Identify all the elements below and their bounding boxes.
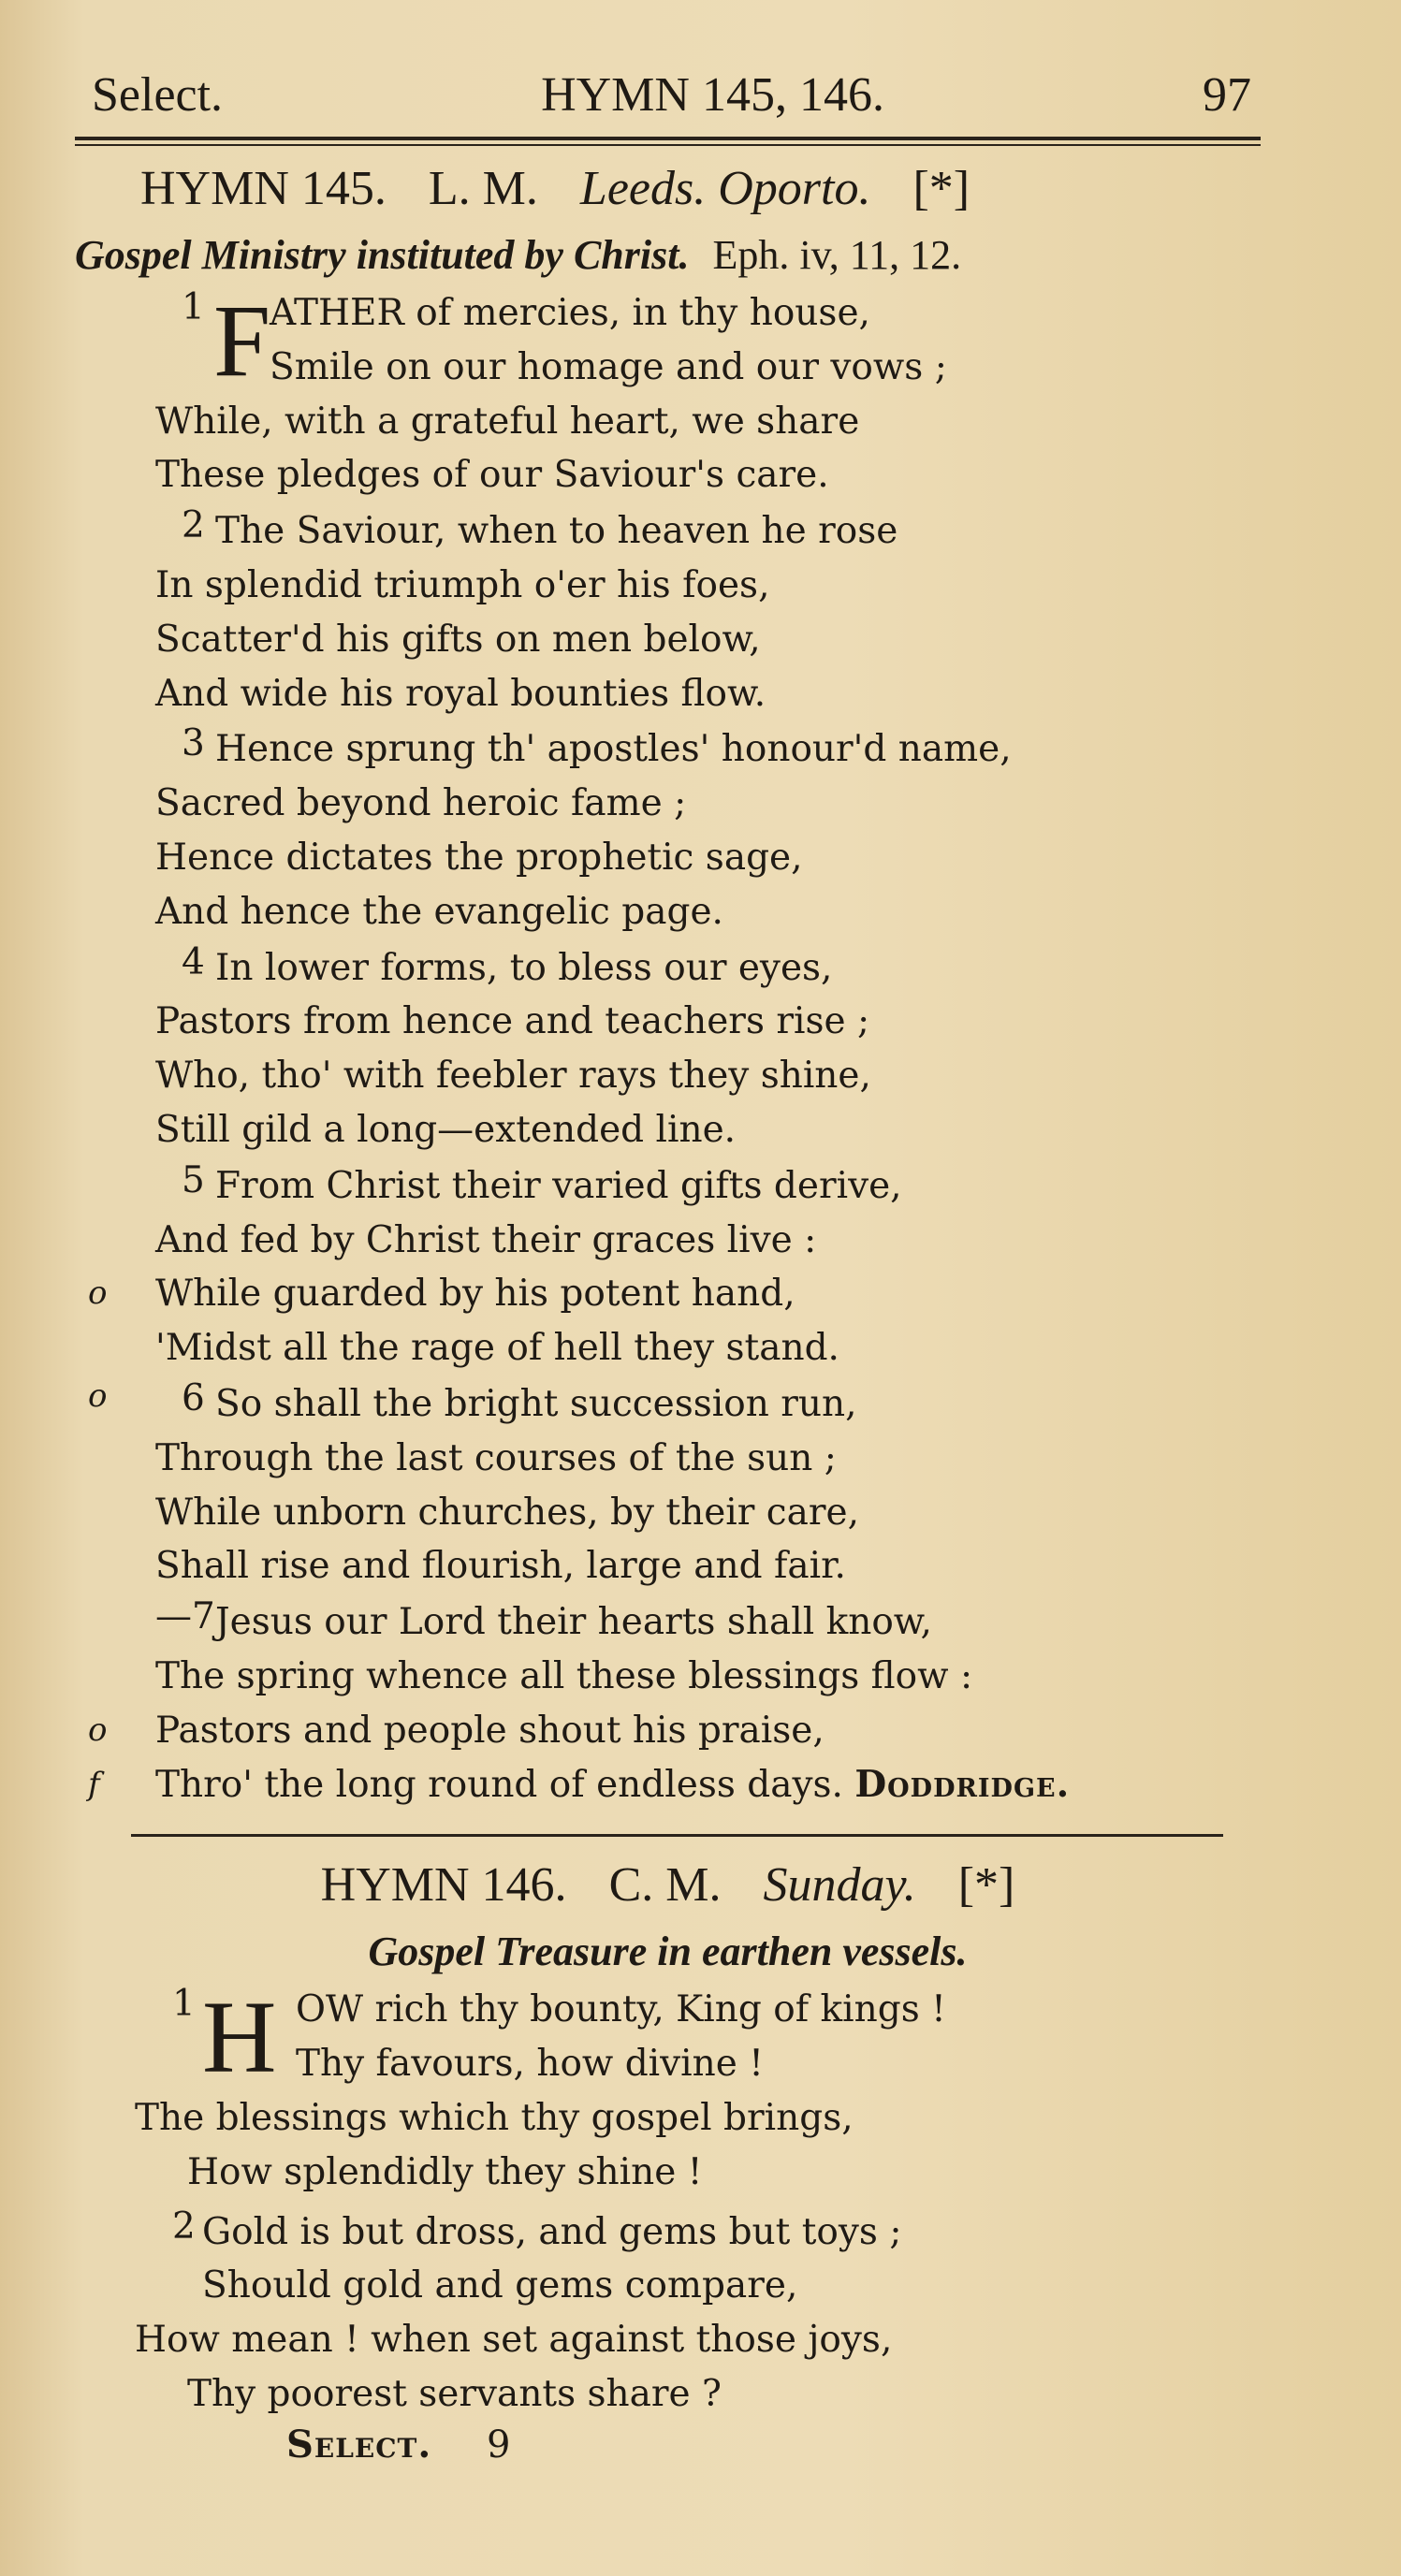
verse-line: Pastors from hence and teachers rise ; bbox=[155, 1000, 870, 1043]
drop-cap: H bbox=[202, 1980, 277, 2095]
verse-line bbox=[75, 1267, 1261, 1321]
drop-cap: F bbox=[213, 284, 271, 398]
hymn-145-verse-1 bbox=[75, 286, 1261, 502]
verse-number: —7 bbox=[155, 1595, 215, 1638]
verse-line bbox=[75, 1704, 1261, 1758]
dynamic-mark: o bbox=[88, 1274, 108, 1313]
hymn-145-theme: Gospel Ministry instituted by Christ. bbox=[75, 232, 690, 278]
hymn-146-mark: [*] bbox=[957, 1858, 1015, 1913]
verse-line: Thy poorest servants share ? bbox=[187, 2372, 722, 2415]
hymn-146-verse-1 bbox=[75, 1980, 1261, 2199]
verse-line: While, with a grateful heart, we share bbox=[155, 400, 860, 443]
verse-line: Smile on our homage and our vows ; bbox=[270, 345, 947, 388]
verse-line: ATHER of mercies, in thy house, bbox=[270, 292, 870, 334]
verse-line: 'Midst all the rage of hell they stand. bbox=[155, 1327, 839, 1370]
verse-line: Should gold and gems compare, bbox=[202, 2264, 798, 2307]
verse-line: These pledges of our Saviour's care. bbox=[155, 454, 829, 497]
header-rule bbox=[75, 137, 1261, 140]
verse-number: 6 bbox=[182, 1376, 205, 1419]
hymn-145-scripture-ref: Eph. iv, 11, 12. bbox=[712, 232, 962, 278]
verse-line: Still gild a long—extended line. bbox=[155, 1108, 737, 1151]
verse-line: Jesus our Lord their hearts shall know, bbox=[215, 1601, 932, 1644]
verse-line: While unborn churches, by their care, bbox=[155, 1491, 860, 1534]
hymn-145-tunes: Leeds. Oporto. bbox=[579, 162, 871, 215]
verse-line: Through the last courses of the sun ; bbox=[155, 1436, 837, 1479]
dynamic-mark: o bbox=[88, 1710, 108, 1749]
page-number: 97 bbox=[1203, 68, 1251, 122]
verse-line: Shall rise and flourish, large and fair. bbox=[155, 1545, 846, 1588]
verse-line: How splendidly they shine ! bbox=[187, 2150, 703, 2193]
verse-number: 5 bbox=[182, 1158, 205, 1201]
verse-number: 3 bbox=[182, 722, 205, 765]
hymn-146-verse-2 bbox=[75, 2205, 1261, 2422]
verse-line bbox=[75, 1758, 1261, 1812]
verse-line: Gold is but dross, and gems but toys ; bbox=[202, 2210, 902, 2253]
verse-line: From Christ their varied gifts derive, bbox=[215, 1164, 902, 1207]
verse-number: 4 bbox=[182, 940, 205, 983]
hymn-145-verse-4 bbox=[75, 941, 1261, 1157]
verse-line: And fed by Christ their graces live : bbox=[155, 1218, 817, 1261]
header-hymn-range: HYMN 145, 146. bbox=[541, 68, 884, 122]
hymn-146-number: HYMN 146. bbox=[320, 1858, 567, 1913]
verse-line: Hence dictates the prophetic sage, bbox=[155, 836, 803, 879]
verse-number: 1 bbox=[182, 286, 205, 328]
hymn-145 bbox=[75, 159, 1261, 1812]
footer-sheet-number: 9 bbox=[487, 2423, 511, 2467]
hymn-separator-rule bbox=[131, 1834, 1223, 1837]
verse-number: 2 bbox=[182, 504, 205, 547]
hymn-145-title bbox=[75, 159, 1261, 219]
hymn-146-meter: C. M. bbox=[608, 1858, 722, 1913]
verse-line: The spring whence all these blessings flow : bbox=[155, 1654, 973, 1697]
verse-line-text: Pastors and people shout his praise, bbox=[155, 1709, 825, 1752]
hymn-145-meter: L. M. bbox=[428, 162, 538, 215]
hymn-146-title bbox=[75, 1856, 1261, 1915]
header-rule-thin bbox=[75, 144, 1261, 146]
verse-line: Scatter'd his gifts on men below, bbox=[155, 618, 761, 661]
verse-number: 1 bbox=[172, 1983, 196, 2026]
hymn-145-verse-2 bbox=[75, 504, 1261, 720]
hymn-145-subtitle bbox=[75, 228, 1261, 283]
verse-line: So shall the bright succession run, bbox=[215, 1382, 857, 1425]
header-section: Select. bbox=[92, 68, 224, 122]
verse-line: Sacred beyond heroic fame ; bbox=[155, 782, 687, 825]
hymn-145-verse-5 bbox=[75, 1159, 1261, 1375]
hymn-146-subtitle bbox=[75, 1925, 1261, 1979]
verse-line: The Saviour, when to heaven he rose bbox=[215, 510, 898, 553]
verse-line: And hence the evangelic page. bbox=[155, 890, 723, 933]
footer-signature: Select. bbox=[286, 2422, 432, 2467]
verse-line: Hence sprung th' apostles' honour'd name, bbox=[215, 728, 1012, 771]
page-footer bbox=[75, 2422, 1261, 2468]
verse-line: In splendid triumph o'er his foes, bbox=[155, 563, 770, 606]
verse-line-text: Thro' the long round of endless days. bbox=[155, 1763, 843, 1806]
hymn-146 bbox=[75, 1856, 1261, 2421]
hymn-145-verse-7 bbox=[75, 1595, 1261, 1812]
verse-line: The blessings which thy gospel brings, bbox=[135, 2096, 854, 2139]
hymn-145-author: Doddridge. bbox=[854, 1762, 1071, 1806]
verse-number: 2 bbox=[172, 2205, 196, 2248]
verse-line: How mean ! when set against those joys, bbox=[135, 2319, 893, 2362]
hymn-146-tune: Sunday. bbox=[763, 1858, 916, 1913]
verse-line: In lower forms, to bless our eyes, bbox=[215, 946, 833, 989]
hymn-145-mark: [*] bbox=[912, 162, 970, 215]
dynamic-mark: f bbox=[88, 1765, 100, 1803]
verse-line: Who, tho' with feebler rays they shine, bbox=[155, 1055, 871, 1098]
running-head bbox=[75, 67, 1261, 124]
verse-line: OW rich thy bounty, King of kings ! bbox=[296, 1988, 946, 2031]
verse-line-text: While guarded by his potent hand, bbox=[155, 1273, 795, 1316]
verse-line: And wide his royal bounties flow. bbox=[155, 672, 766, 715]
hymn-145-number: HYMN 145. bbox=[140, 162, 387, 215]
hymn-145-verse-6 bbox=[75, 1377, 1261, 1594]
hymn-146-theme: Gospel Treasure in earthen vessels. bbox=[368, 1928, 968, 1975]
verse-line: Thy favours, how divine ! bbox=[296, 2043, 764, 2086]
hymn-145-verse-3 bbox=[75, 722, 1261, 939]
dynamic-mark: o bbox=[88, 1376, 108, 1415]
